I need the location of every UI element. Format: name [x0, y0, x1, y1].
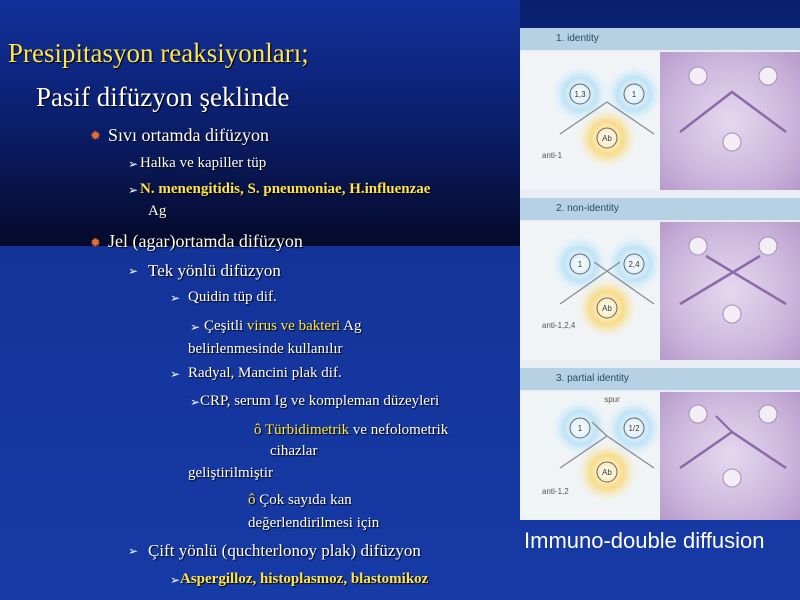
arrow-bullet-icon: ➢ — [170, 573, 181, 587]
gear-bullet-icon: ✹ — [90, 235, 101, 250]
svg-text:anti-1,2: anti-1,2 — [542, 487, 569, 496]
svg-text:anti-1,2,4: anti-1,2,4 — [542, 321, 576, 330]
arrow-bullet-icon: ➢ — [128, 157, 139, 171]
svg-text:anti-1: anti-1 — [542, 151, 563, 160]
arrow-bullet-icon: ➢ — [190, 320, 201, 334]
item-crp: CRP, serum Ig ve kompleman düzeyleri — [200, 393, 440, 409]
arrow-bullet-icon: ➢ — [190, 395, 201, 409]
svg-text:2,4: 2,4 — [628, 260, 640, 269]
panel-partial-identity — [520, 392, 800, 520]
arrow-bullet-icon: ➢ — [128, 264, 139, 278]
bullet-sivi: Sıvı ortamda difüzyon — [108, 125, 269, 145]
svg-text:Ab: Ab — [602, 304, 612, 313]
arrow-bullet-icon: ➢ — [128, 544, 139, 558]
item-cihazlar: cihazlar — [270, 443, 318, 459]
diagram-non-identity — [520, 222, 660, 360]
immunodiffusion-figure — [520, 28, 800, 520]
item-cok-sayida: ô Çok sayıda kan — [248, 492, 352, 508]
item-cift-yonlu: Çift yönlü (quchterlonoy plak) difüzyon — [148, 541, 421, 560]
diagram-identity — [520, 52, 660, 190]
item-aspergilloz: Aspergilloz, histoplasmoz, blastomikoz — [180, 571, 429, 587]
svg-text:1/2: 1/2 — [628, 424, 640, 433]
slide-title: Presipitasyon reaksiyonları; — [8, 38, 309, 68]
bullet-pasif: Pasif difüzyon şeklinde — [36, 82, 290, 112]
item-tek-yonlu: Tek yönlü difüzyon — [148, 261, 281, 280]
svg-text:Ab: Ab — [602, 134, 612, 143]
item-radyal: Radyal, Mancini plak dif. — [188, 365, 342, 381]
svg-text:1: 1 — [577, 260, 583, 269]
svg-text:Ab: Ab — [602, 468, 612, 477]
item-cesitli: Çeşitli virus ve bakteri Ag — [204, 318, 362, 334]
arrow-bullet-icon: ➢ — [170, 367, 181, 381]
item-ag: Ag — [148, 203, 167, 219]
item-menengitidis: N. menengitidis, S. pneumoniae, H.influenzae — [140, 181, 431, 197]
item-halka: Halka ve kapiller tüp — [140, 155, 267, 171]
item-gelistirilmistir: geliştirilmiştir — [188, 465, 273, 481]
photo-non-identity — [660, 222, 800, 360]
panel-header-partial-identity: 3. partial identity — [520, 368, 800, 390]
figure-caption: Immuno-double diffusion — [524, 528, 765, 553]
photo-identity — [660, 52, 800, 190]
panel-identity — [520, 52, 800, 190]
panel-header-non-identity: 2. non-identity — [520, 198, 800, 220]
item-degerlendirilmesi: değerlendirilmesi için — [248, 515, 380, 531]
svg-text:1: 1 — [577, 424, 583, 433]
item-quidin: Quidin tüp dif. — [188, 289, 277, 305]
item-turbidimetrik: ô Türbidimetrik ve nefolometrik — [254, 422, 449, 438]
svg-text:1: 1 — [631, 90, 637, 99]
svg-text:spur: spur — [604, 395, 620, 404]
svg-text:1,3: 1,3 — [574, 90, 586, 99]
panel-header-identity: 1. identity — [520, 28, 800, 50]
item-belirlenmesinde: belirlenmesinde kullanılır — [188, 341, 343, 357]
photo-partial-identity — [660, 392, 800, 520]
bullet-jel: Jel (agar)ortamda difüzyon — [108, 231, 303, 251]
arrow-bullet-icon: ➢ — [128, 183, 139, 197]
diagram-partial-identity — [520, 392, 660, 520]
gear-bullet-icon: ✹ — [90, 128, 101, 143]
title-band — [0, 0, 520, 246]
arrow-bullet-icon: ➢ — [170, 291, 181, 305]
panel-non-identity — [520, 222, 800, 360]
